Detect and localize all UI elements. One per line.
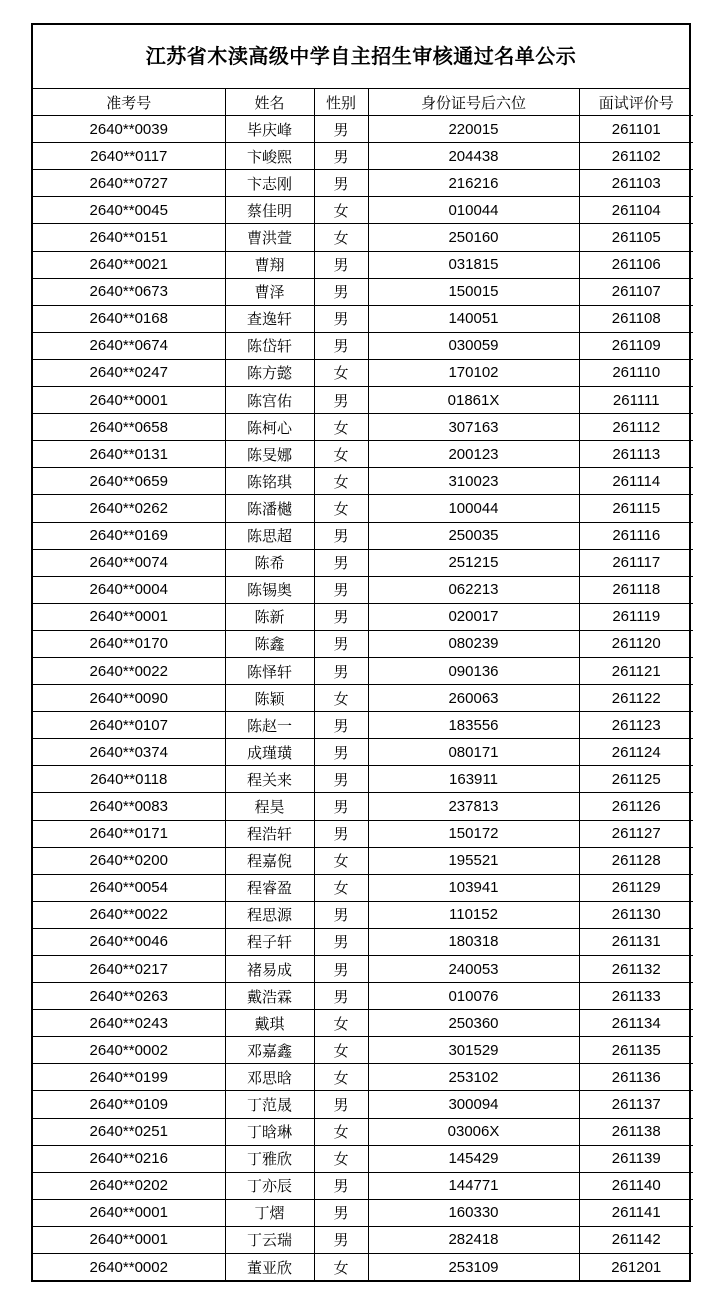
gender-cell: 男 bbox=[314, 1172, 368, 1199]
name-cell: 卞志刚 bbox=[225, 170, 314, 197]
exam-number-cell: 2640**0659 bbox=[33, 468, 225, 495]
column-header-gender: 性别 bbox=[314, 89, 368, 116]
gender-cell: 女 bbox=[314, 874, 368, 901]
id-last-six-cell: 150172 bbox=[368, 820, 579, 847]
table-row bbox=[33, 1064, 693, 1091]
id-last-six-cell: 03006X bbox=[368, 1118, 579, 1145]
table-row bbox=[33, 1037, 693, 1064]
name-cell: 陈怿轩 bbox=[225, 657, 314, 684]
interview-number-cell: 261117 bbox=[579, 549, 693, 576]
table-row bbox=[33, 143, 693, 170]
name-cell: 程昊 bbox=[225, 793, 314, 820]
gender-cell: 男 bbox=[314, 576, 368, 603]
name-cell: 程关来 bbox=[225, 766, 314, 793]
gender-cell: 女 bbox=[314, 441, 368, 468]
name-cell: 陈锡奥 bbox=[225, 576, 314, 603]
exam-number-cell: 2640**0674 bbox=[33, 332, 225, 359]
exam-number-cell: 2640**0054 bbox=[33, 874, 225, 901]
id-last-six-cell: 090136 bbox=[368, 657, 579, 684]
name-cell: 曹洪萱 bbox=[225, 224, 314, 251]
gender-cell: 男 bbox=[314, 956, 368, 983]
name-cell: 丁雅欣 bbox=[225, 1145, 314, 1172]
interview-number-cell: 261132 bbox=[579, 956, 693, 983]
table-row bbox=[33, 983, 693, 1010]
interview-number-cell: 261116 bbox=[579, 522, 693, 549]
gender-cell: 女 bbox=[314, 1254, 368, 1281]
id-last-six-cell: 080171 bbox=[368, 739, 579, 766]
gender-cell: 男 bbox=[314, 251, 368, 278]
exam-number-cell: 2640**0046 bbox=[33, 928, 225, 955]
gender-cell: 男 bbox=[314, 170, 368, 197]
exam-number-cell: 2640**0074 bbox=[33, 549, 225, 576]
interview-number-cell: 261101 bbox=[579, 116, 693, 143]
name-cell: 陈鑫 bbox=[225, 630, 314, 657]
gender-cell: 男 bbox=[314, 549, 368, 576]
id-last-six-cell: 216216 bbox=[368, 170, 579, 197]
exam-number-cell: 2640**0199 bbox=[33, 1064, 225, 1091]
table-row bbox=[33, 1091, 693, 1118]
exam-number-cell: 2640**0200 bbox=[33, 847, 225, 874]
id-last-six-cell: 160330 bbox=[368, 1199, 579, 1226]
id-last-six-cell: 251215 bbox=[368, 549, 579, 576]
table-row bbox=[33, 1199, 693, 1226]
exam-number-cell: 2640**0168 bbox=[33, 305, 225, 332]
gender-cell: 男 bbox=[314, 630, 368, 657]
exam-number-cell: 2640**0247 bbox=[33, 359, 225, 386]
exam-number-cell: 2640**0169 bbox=[33, 522, 225, 549]
name-cell: 邓嘉鑫 bbox=[225, 1037, 314, 1064]
table-row bbox=[33, 332, 693, 359]
interview-number-cell: 261131 bbox=[579, 928, 693, 955]
interview-number-cell: 261107 bbox=[579, 278, 693, 305]
gender-cell: 女 bbox=[314, 685, 368, 712]
gender-cell: 男 bbox=[314, 901, 368, 928]
id-last-six-cell: 080239 bbox=[368, 630, 579, 657]
gender-cell: 男 bbox=[314, 143, 368, 170]
interview-number-cell: 261109 bbox=[579, 332, 693, 359]
exam-number-cell: 2640**0217 bbox=[33, 956, 225, 983]
interview-number-cell: 261111 bbox=[579, 387, 693, 414]
id-last-six-cell: 144771 bbox=[368, 1172, 579, 1199]
table-row bbox=[33, 657, 693, 684]
table-row bbox=[33, 170, 693, 197]
gender-cell: 男 bbox=[314, 278, 368, 305]
gender-cell: 男 bbox=[314, 603, 368, 630]
table-row bbox=[33, 278, 693, 305]
table-row bbox=[33, 685, 693, 712]
interview-number-cell: 261112 bbox=[579, 414, 693, 441]
exam-number-cell: 2640**0022 bbox=[33, 901, 225, 928]
table-row bbox=[33, 874, 693, 901]
exam-number-cell: 2640**0131 bbox=[33, 441, 225, 468]
name-cell: 陈思超 bbox=[225, 522, 314, 549]
id-last-six-cell: 010044 bbox=[368, 197, 579, 224]
gender-cell: 女 bbox=[314, 847, 368, 874]
gender-cell: 男 bbox=[314, 793, 368, 820]
name-cell: 陈岱轩 bbox=[225, 332, 314, 359]
interview-number-cell: 261108 bbox=[579, 305, 693, 332]
interview-number-cell: 261120 bbox=[579, 630, 693, 657]
document-sheet bbox=[31, 23, 691, 1282]
exam-number-cell: 2640**0083 bbox=[33, 793, 225, 820]
interview-number-cell: 261126 bbox=[579, 793, 693, 820]
name-cell: 蔡佳明 bbox=[225, 197, 314, 224]
name-cell: 邓思晗 bbox=[225, 1064, 314, 1091]
exam-number-cell: 2640**0004 bbox=[33, 576, 225, 603]
name-cell: 陈柯心 bbox=[225, 414, 314, 441]
exam-number-cell: 2640**0727 bbox=[33, 170, 225, 197]
exam-number-cell: 2640**0151 bbox=[33, 224, 225, 251]
gender-cell: 男 bbox=[314, 766, 368, 793]
gender-cell: 女 bbox=[314, 1064, 368, 1091]
table-row bbox=[33, 441, 693, 468]
interview-number-cell: 261137 bbox=[579, 1091, 693, 1118]
id-last-six-cell: 020017 bbox=[368, 603, 579, 630]
id-last-six-cell: 195521 bbox=[368, 847, 579, 874]
id-last-six-cell: 103941 bbox=[368, 874, 579, 901]
exam-number-cell: 2640**0002 bbox=[33, 1254, 225, 1281]
interview-number-cell: 261123 bbox=[579, 712, 693, 739]
gender-cell: 女 bbox=[314, 1118, 368, 1145]
id-last-six-cell: 300094 bbox=[368, 1091, 579, 1118]
table-row bbox=[33, 468, 693, 495]
page-title: 江苏省木渎高级中学自主招生审核通过名单公示 bbox=[33, 25, 689, 89]
table-row bbox=[33, 197, 693, 224]
gender-cell: 男 bbox=[314, 657, 368, 684]
table-row bbox=[33, 1254, 693, 1281]
exam-number-cell: 2640**0170 bbox=[33, 630, 225, 657]
id-last-six-cell: 150015 bbox=[368, 278, 579, 305]
interview-number-cell: 261121 bbox=[579, 657, 693, 684]
table-row bbox=[33, 224, 693, 251]
column-header-interview-number: 面试评价号 bbox=[579, 89, 693, 116]
exam-number-cell: 2640**0251 bbox=[33, 1118, 225, 1145]
gender-cell: 女 bbox=[314, 197, 368, 224]
gender-cell: 女 bbox=[314, 359, 368, 386]
exam-number-cell: 2640**0109 bbox=[33, 1091, 225, 1118]
name-cell: 丁范晟 bbox=[225, 1091, 314, 1118]
table-row bbox=[33, 305, 693, 332]
id-last-six-cell: 200123 bbox=[368, 441, 579, 468]
interview-number-cell: 261122 bbox=[579, 685, 693, 712]
gender-cell: 男 bbox=[314, 1226, 368, 1253]
table-row bbox=[33, 359, 693, 386]
exam-number-cell: 2640**0171 bbox=[33, 820, 225, 847]
id-last-six-cell: 183556 bbox=[368, 712, 579, 739]
name-cell: 丁云瑞 bbox=[225, 1226, 314, 1253]
table-row bbox=[33, 928, 693, 955]
gender-cell: 男 bbox=[314, 928, 368, 955]
id-last-six-cell: 062213 bbox=[368, 576, 579, 603]
exam-number-cell: 2640**0243 bbox=[33, 1010, 225, 1037]
table-row bbox=[33, 793, 693, 820]
gender-cell: 女 bbox=[314, 495, 368, 522]
name-cell: 董亚欣 bbox=[225, 1254, 314, 1281]
exam-number-cell: 2640**0090 bbox=[33, 685, 225, 712]
exam-number-cell: 2640**0001 bbox=[33, 387, 225, 414]
table-header-row bbox=[33, 89, 693, 116]
id-last-six-cell: 180318 bbox=[368, 928, 579, 955]
interview-number-cell: 261105 bbox=[579, 224, 693, 251]
table-row bbox=[33, 630, 693, 657]
table-body bbox=[33, 116, 693, 1281]
interview-number-cell: 261118 bbox=[579, 576, 693, 603]
id-last-six-cell: 240053 bbox=[368, 956, 579, 983]
table-row bbox=[33, 739, 693, 766]
exam-number-cell: 2640**0022 bbox=[33, 657, 225, 684]
name-cell: 丁晗琳 bbox=[225, 1118, 314, 1145]
exam-number-cell: 2640**0045 bbox=[33, 197, 225, 224]
exam-number-cell: 2640**0118 bbox=[33, 766, 225, 793]
interview-number-cell: 261139 bbox=[579, 1145, 693, 1172]
id-last-six-cell: 100044 bbox=[368, 495, 579, 522]
id-last-six-cell: 204438 bbox=[368, 143, 579, 170]
interview-number-cell: 261124 bbox=[579, 739, 693, 766]
id-last-six-cell: 110152 bbox=[368, 901, 579, 928]
interview-number-cell: 261106 bbox=[579, 251, 693, 278]
name-cell: 丁亦辰 bbox=[225, 1172, 314, 1199]
name-cell: 查逸轩 bbox=[225, 305, 314, 332]
id-last-six-cell: 253109 bbox=[368, 1254, 579, 1281]
interview-number-cell: 261135 bbox=[579, 1037, 693, 1064]
table-row bbox=[33, 522, 693, 549]
id-last-six-cell: 031815 bbox=[368, 251, 579, 278]
id-last-six-cell: 250160 bbox=[368, 224, 579, 251]
table-row bbox=[33, 766, 693, 793]
exam-number-cell: 2640**0021 bbox=[33, 251, 225, 278]
column-header-name: 姓名 bbox=[225, 89, 314, 116]
id-last-six-cell: 301529 bbox=[368, 1037, 579, 1064]
name-cell: 陈铭琪 bbox=[225, 468, 314, 495]
name-cell: 褚易成 bbox=[225, 956, 314, 983]
interview-number-cell: 261141 bbox=[579, 1199, 693, 1226]
name-cell: 程睿盈 bbox=[225, 874, 314, 901]
gender-cell: 女 bbox=[314, 1037, 368, 1064]
id-last-six-cell: 145429 bbox=[368, 1145, 579, 1172]
candidate-table bbox=[33, 89, 693, 1280]
name-cell: 卞峻熙 bbox=[225, 143, 314, 170]
name-cell: 丁熠 bbox=[225, 1199, 314, 1226]
name-cell: 成瑾璜 bbox=[225, 739, 314, 766]
name-cell: 程思源 bbox=[225, 901, 314, 928]
interview-number-cell: 261134 bbox=[579, 1010, 693, 1037]
name-cell: 陈颖 bbox=[225, 685, 314, 712]
name-cell: 程子轩 bbox=[225, 928, 314, 955]
gender-cell: 男 bbox=[314, 1199, 368, 1226]
name-cell: 陈旻娜 bbox=[225, 441, 314, 468]
exam-number-cell: 2640**0001 bbox=[33, 603, 225, 630]
table-row bbox=[33, 495, 693, 522]
exam-number-cell: 2640**0001 bbox=[33, 1199, 225, 1226]
interview-number-cell: 261119 bbox=[579, 603, 693, 630]
table-row bbox=[33, 901, 693, 928]
table-row bbox=[33, 549, 693, 576]
id-last-six-cell: 260063 bbox=[368, 685, 579, 712]
id-last-six-cell: 220015 bbox=[368, 116, 579, 143]
name-cell: 陈方懿 bbox=[225, 359, 314, 386]
name-cell: 程浩轩 bbox=[225, 820, 314, 847]
exam-number-cell: 2640**0117 bbox=[33, 143, 225, 170]
table-row bbox=[33, 576, 693, 603]
interview-number-cell: 261113 bbox=[579, 441, 693, 468]
gender-cell: 男 bbox=[314, 522, 368, 549]
gender-cell: 女 bbox=[314, 414, 368, 441]
id-last-six-cell: 170102 bbox=[368, 359, 579, 386]
id-last-six-cell: 010076 bbox=[368, 983, 579, 1010]
table-row bbox=[33, 1010, 693, 1037]
name-cell: 毕庆峰 bbox=[225, 116, 314, 143]
name-cell: 陈赵一 bbox=[225, 712, 314, 739]
interview-number-cell: 261127 bbox=[579, 820, 693, 847]
gender-cell: 男 bbox=[314, 332, 368, 359]
exam-number-cell: 2640**0001 bbox=[33, 1226, 225, 1253]
gender-cell: 女 bbox=[314, 1145, 368, 1172]
name-cell: 程嘉倪 bbox=[225, 847, 314, 874]
exam-number-cell: 2640**0673 bbox=[33, 278, 225, 305]
gender-cell: 男 bbox=[314, 983, 368, 1010]
table-row bbox=[33, 1226, 693, 1253]
name-cell: 戴琪 bbox=[225, 1010, 314, 1037]
exam-number-cell: 2640**0039 bbox=[33, 116, 225, 143]
id-last-six-cell: 01861X bbox=[368, 387, 579, 414]
gender-cell: 男 bbox=[314, 387, 368, 414]
gender-cell: 男 bbox=[314, 1091, 368, 1118]
table-row bbox=[33, 603, 693, 630]
exam-number-cell: 2640**0374 bbox=[33, 739, 225, 766]
table-row bbox=[33, 956, 693, 983]
gender-cell: 女 bbox=[314, 1010, 368, 1037]
interview-number-cell: 261103 bbox=[579, 170, 693, 197]
interview-number-cell: 261138 bbox=[579, 1118, 693, 1145]
table-row bbox=[33, 1118, 693, 1145]
id-last-six-cell: 250035 bbox=[368, 522, 579, 549]
table-row bbox=[33, 712, 693, 739]
id-last-six-cell: 307163 bbox=[368, 414, 579, 441]
interview-number-cell: 261115 bbox=[579, 495, 693, 522]
name-cell: 曹翔 bbox=[225, 251, 314, 278]
gender-cell: 男 bbox=[314, 116, 368, 143]
interview-number-cell: 261102 bbox=[579, 143, 693, 170]
name-cell: 陈宫佑 bbox=[225, 387, 314, 414]
exam-number-cell: 2640**0216 bbox=[33, 1145, 225, 1172]
name-cell: 戴浩霖 bbox=[225, 983, 314, 1010]
column-header-exam-number: 准考号 bbox=[33, 89, 225, 116]
table-row bbox=[33, 847, 693, 874]
name-cell: 陈新 bbox=[225, 603, 314, 630]
exam-number-cell: 2640**0658 bbox=[33, 414, 225, 441]
table-row bbox=[33, 1172, 693, 1199]
table-row bbox=[33, 387, 693, 414]
id-last-six-cell: 030059 bbox=[368, 332, 579, 359]
interview-number-cell: 261136 bbox=[579, 1064, 693, 1091]
interview-number-cell: 261133 bbox=[579, 983, 693, 1010]
name-cell: 陈潘樾 bbox=[225, 495, 314, 522]
interview-number-cell: 261114 bbox=[579, 468, 693, 495]
name-cell: 曹泽 bbox=[225, 278, 314, 305]
id-last-six-cell: 253102 bbox=[368, 1064, 579, 1091]
gender-cell: 男 bbox=[314, 305, 368, 332]
id-last-six-cell: 282418 bbox=[368, 1226, 579, 1253]
gender-cell: 男 bbox=[314, 739, 368, 766]
interview-number-cell: 261110 bbox=[579, 359, 693, 386]
interview-number-cell: 261130 bbox=[579, 901, 693, 928]
id-last-six-cell: 237813 bbox=[368, 793, 579, 820]
exam-number-cell: 2640**0107 bbox=[33, 712, 225, 739]
id-last-six-cell: 250360 bbox=[368, 1010, 579, 1037]
table-row bbox=[33, 414, 693, 441]
interview-number-cell: 261129 bbox=[579, 874, 693, 901]
interview-number-cell: 261140 bbox=[579, 1172, 693, 1199]
interview-number-cell: 261201 bbox=[579, 1254, 693, 1281]
id-last-six-cell: 310023 bbox=[368, 468, 579, 495]
gender-cell: 男 bbox=[314, 820, 368, 847]
exam-number-cell: 2640**0202 bbox=[33, 1172, 225, 1199]
exam-number-cell: 2640**0262 bbox=[33, 495, 225, 522]
interview-number-cell: 261125 bbox=[579, 766, 693, 793]
gender-cell: 女 bbox=[314, 468, 368, 495]
gender-cell: 女 bbox=[314, 224, 368, 251]
table-row bbox=[33, 1145, 693, 1172]
name-cell: 陈希 bbox=[225, 549, 314, 576]
interview-number-cell: 261142 bbox=[579, 1226, 693, 1253]
id-last-six-cell: 140051 bbox=[368, 305, 579, 332]
column-header-id-last-six: 身份证号后六位 bbox=[368, 89, 579, 116]
interview-number-cell: 261104 bbox=[579, 197, 693, 224]
table-row bbox=[33, 116, 693, 143]
interview-number-cell: 261128 bbox=[579, 847, 693, 874]
table-row bbox=[33, 820, 693, 847]
gender-cell: 男 bbox=[314, 712, 368, 739]
exam-number-cell: 2640**0002 bbox=[33, 1037, 225, 1064]
table-row bbox=[33, 251, 693, 278]
id-last-six-cell: 163911 bbox=[368, 766, 579, 793]
exam-number-cell: 2640**0263 bbox=[33, 983, 225, 1010]
